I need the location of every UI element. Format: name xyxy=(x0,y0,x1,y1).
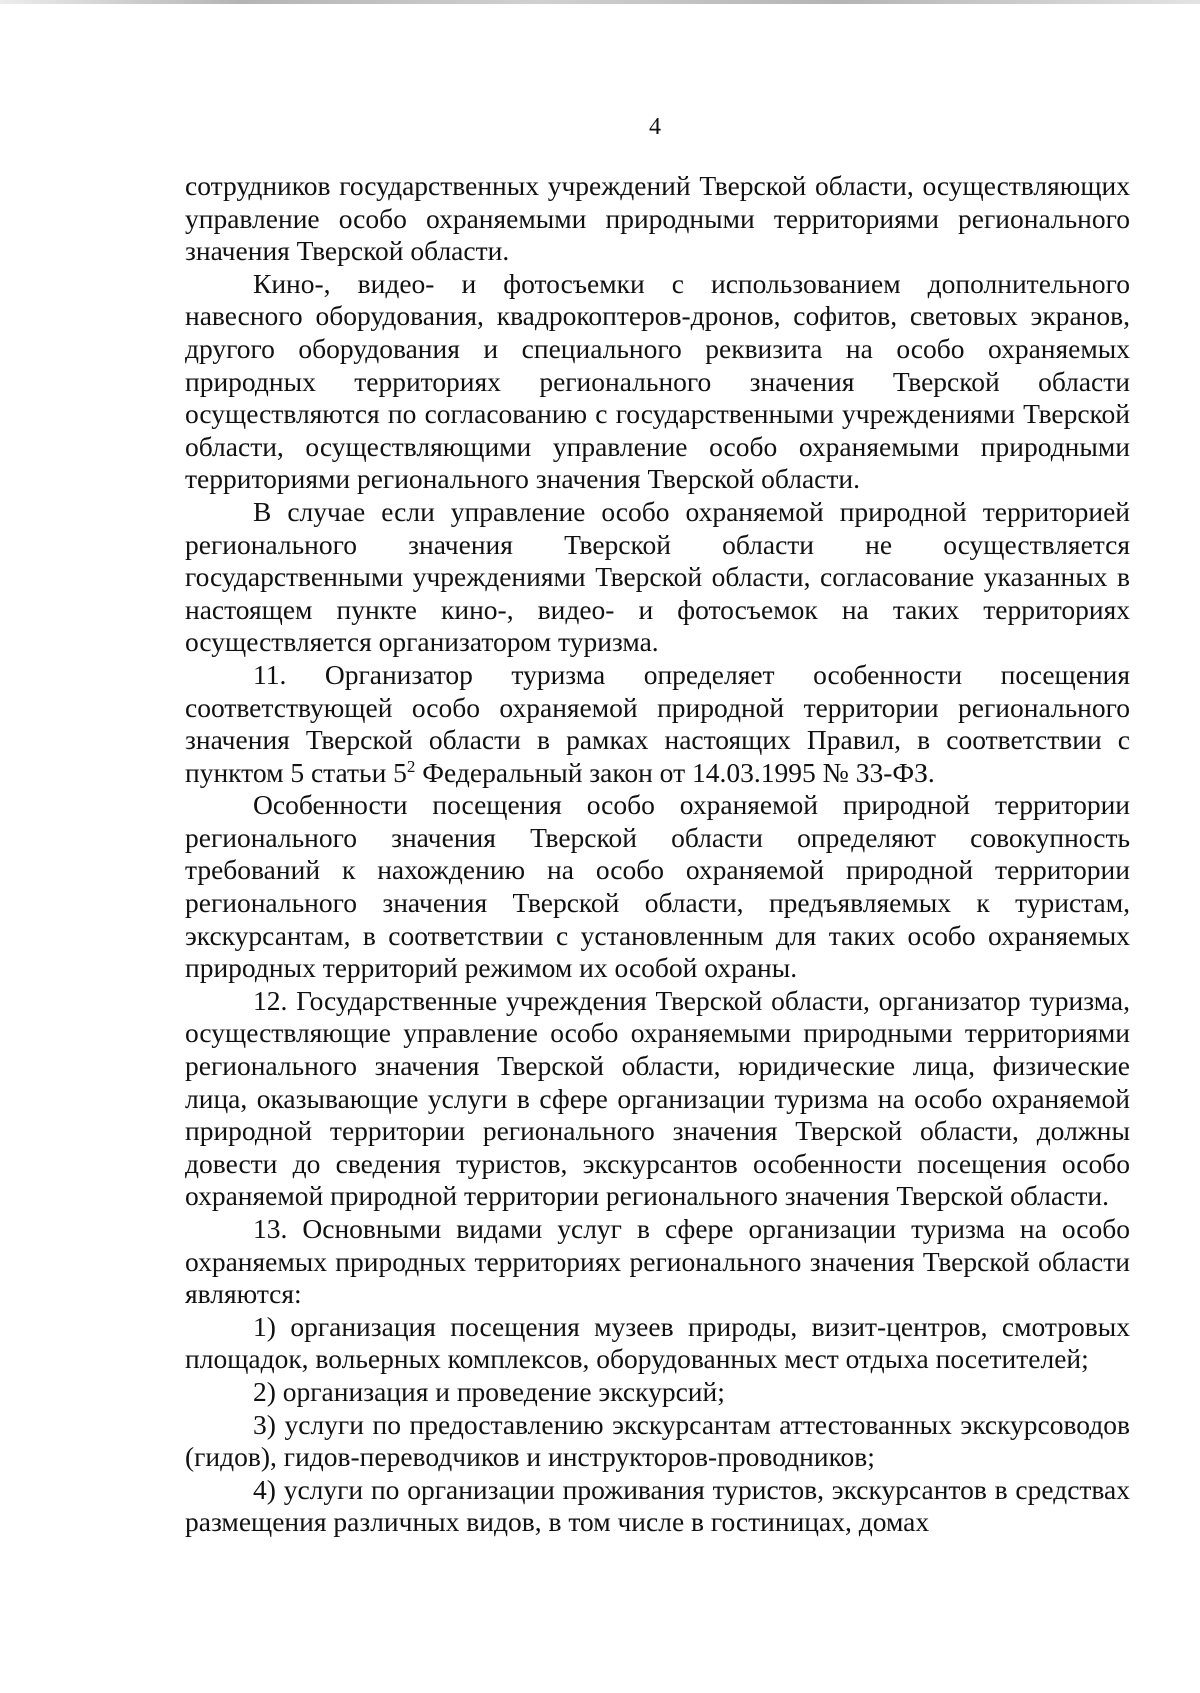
list-item-3: 3) услуги по предоставлению экскурсантам аттестованных экскурсоводов (гидов), гидов-переводчиков и инструкторов-проводников; xyxy=(185,1408,1130,1473)
paragraph-11-law: Федеральный закон от 14.03.1995 № 33-ФЗ. xyxy=(415,756,935,788)
paragraph-filming-agreement: В случае если управление особо охраняемой природной территорией регионального значения Тверской области не осуществляется государственными учреждениями Тверской области, согласование указанных в настоящем пункте кино-, видео- и фотосъемок на таких территориях осуществляется организатором туризма. xyxy=(185,495,1130,658)
page-number: 4 xyxy=(649,114,661,140)
paragraph-visit-features: Особенности посещения особо охраняемой природной территории регионального значения Тверской области определяют совокупность требований к нахождению на особо охраняемой природной территории регионального значения Тверской области, предъявляемых к туристам, экскурсантам, в соответствии с установленным для таких особо охраняемых природных территорий режимом их особой охраны. xyxy=(185,789,1130,984)
document-body xyxy=(185,170,1130,1539)
list-item-1: 1) организация посещения музеев природы, визит-центров, смотровых площадок, вольерных комплексов, оборудованных мест отдыха посетителей; xyxy=(185,1310,1130,1375)
paragraph-filming: Кино-, видео- и фотосъемки с использованием дополнительного навесного оборудования, квадрокоптеров-дронов, софитов, световых экранов, другого оборудования и специального реквизита на особо охраняемых природных территориях регионального значения Тверской области осуществляются по согласованию с государственными учреждениями Тверской области, осуществляющими управление особо охраняемыми природными территориями регионального значения Тверской области. xyxy=(185,267,1130,495)
list-item-4: 4) услуги по организации проживания туристов, экскурсантов в средствах размещения различных видов, в том числе в гостиницах, домах xyxy=(185,1473,1130,1538)
paragraph-11 xyxy=(185,659,1130,789)
paragraph-11-text: 11. Организатор туризма определяет особенности посещения соответствующей особо охраняемой природной территории регионального значения Тверской области в рамках настоящих Правил, в соответствии с пунктом 5 статьи 5 xyxy=(185,658,1130,788)
list-item-2: 2) организация и проведение экскурсий; xyxy=(253,1375,725,1407)
paragraph-continuation: сотрудников государственных учреждений Тверской области, осуществляющих управление особо охраняемыми природными территориями регионального значения Тверской области. xyxy=(185,170,1130,267)
superscript-2: 2 xyxy=(406,756,416,776)
paragraph-13: 13. Основными видами услуг в сфере организации туризма на особо охраняемых природных территориях регионального значения Тверской области являются: xyxy=(185,1213,1130,1310)
scan-top-edge xyxy=(0,0,1200,4)
paragraph-12: 12. Государственные учреждения Тверской области, организатор туризма, осуществляющие управление особо охраняемыми природными территориями регионального значения Тверской области, юридические лица, физические лица, оказывающие услуги в сфере организации туризма на особо охраняемой природной территории регионального значения Тверской области, должны довести до сведения туристов, экскурсантов особенности посещения особо охраняемой природной территории регионального значения Тверской области. xyxy=(185,984,1130,1212)
